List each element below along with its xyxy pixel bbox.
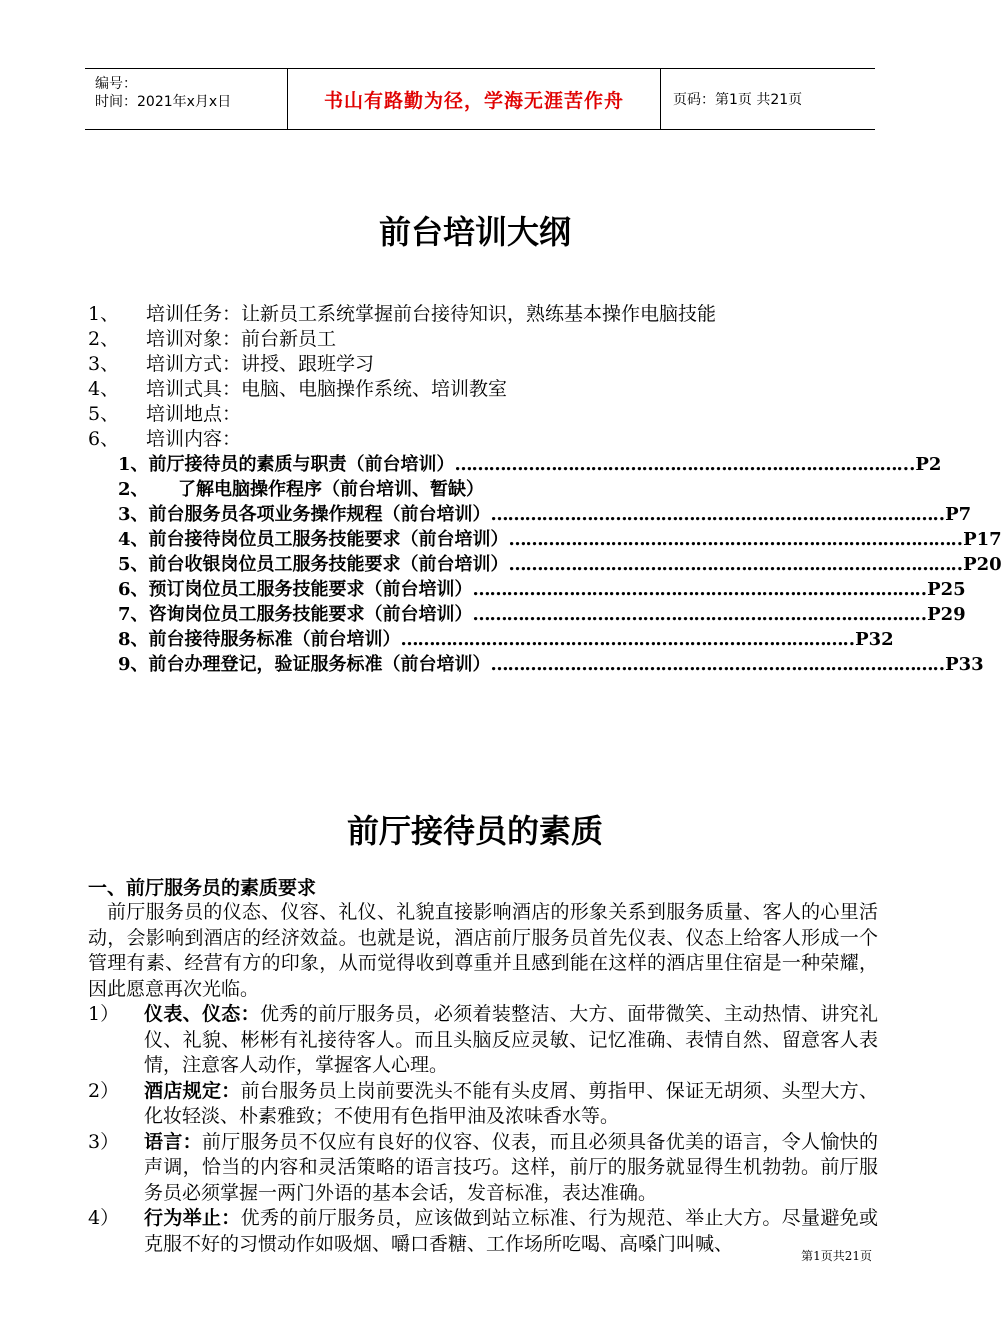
toc-entry[interactable]: 7、 咨询岗位员工服务技能要求（前台培训） …………………………………………………………………… ..P29 [118,604,966,625]
toc-entry[interactable]: 8、 前台接待服务标准（前台培训） …………………………………………………………………… ..P32 [118,629,894,650]
document-header [85,68,875,130]
toc-entry[interactable]: 4、 前台接待岗位员工服务技能要求（前台培训） …………………………………………………………………… ..P17 [118,529,1002,550]
header-meta-cell [85,69,288,129]
training-plan-list [88,302,878,452]
toc-entry[interactable]: 9、 前台办理登记，验证服务标准（前台培训） …………………………………………………………………… ..P33 [118,654,984,675]
header-motto-cell [288,69,661,129]
toc-entry[interactable]: 5、 前台收银岗位员工服务技能要求（前台培训） …………………………………………………………………… ..P20 [118,554,1002,575]
plan-item: 6、 培训内容： [88,428,242,450]
requirement-item: 1） 仪表、仪态：优秀的前厅服务员，必须着装整洁、大方、面带微笑、主动热情、讲究礼仪、礼貌、彬彬有礼接待客人。而且头脑反应灵敏、记忆准确、表情自然、留意客人表情，注意客人动作，掌握客人心理。 [88,1003,878,1076]
subsection-heading: 一、前厅服务员的素质要求 [88,877,317,899]
item-label: 酒店规定： [144,1079,241,1102]
item-label: 仪表、仪态： [144,1003,260,1025]
item-label: 行为举止： [144,1207,241,1229]
document-number-label: 编号： [95,76,137,92]
toc-entry[interactable]: 6、 预订岗位员工服务技能要求（前台培训） …………………………………………………………………… ..P25 [118,579,966,600]
toc-entry[interactable]: 3、 前台服务员各项业务操作规程（前台培训） …………………………………………………………………… ..P7 [118,504,972,525]
plan-item: 4、 培训式具：电脑、电脑操作系统、培训教室 [88,378,508,400]
header-motto: 书山有路勤为径，学海无涯苦作舟 [323,89,624,112]
toc-entry[interactable]: 2、 了解电脑操作程序（前台培训、暂缺） [118,479,484,500]
header-page-info: 页码：第1页 共21页 [673,92,803,108]
plan-item: 2、 培训对象：前台新员工 [88,328,337,350]
requirement-item: 4） 行为举止：优秀的前厅服务员，应该做到站立标准、行为规范、举止大方。尽量避免或克服不好的习惯动作如吸烟、嚼口香糖、工作场所吃喝、高嗓门叫喊、 [88,1207,878,1255]
plan-item: 3、 培训方式：讲授、跟班学习 [88,353,375,375]
requirement-item: 3） 语言：前厅服务员不仅应有良好的仪容、仪表，而且必须具备优美的语言，令人愉快的声调，恰当的内容和灵活策略的语言技巧。这样，前厅的服务就显得生机勃勃。前厅服务员必须掌握一两门外语的基本会话，发音标准，表达准确。 [88,1130,878,1204]
intro-paragraph: 前厅服务员的仪态、仪容、礼仪、礼貌直接影响酒店的形象关系到服务质量、客人的心里活动，会影响到酒店的经济效益。也就是说，酒店前厅服务员首先仪表、仪态上给客人形成一个管理有素、经营有方的印象，从而觉得收到尊重并且感到能在这样的酒店里住宿是一种荣耀，因此愿意再次光临。 [88,901,878,1000]
item-label: 语言： [144,1130,202,1153]
toc-entry[interactable]: 1、 前厅接待员的素质与职责（前台培训） …………………………………………………………………… ...P2 [118,454,942,475]
body-text [88,900,878,1257]
page-footer: 第1页共21页 [801,1249,872,1263]
plan-item: 1、 培训任务：让新员工系统掌握前台接待知识，熟练基本操作电脑技能 [88,303,717,325]
main-title: 前台培训大纲 [378,213,571,251]
document-date: 时间：2021年x月x日 [95,94,232,110]
requirement-item: 2） 酒店规定：前台服务员上岗前要洗头不能有头皮屑、剪指甲、保证无胡须、头型大方、化妆轻淡、朴素雅致；不使用有色指甲油及浓味香水等。 [88,1079,878,1127]
plan-item: 5、 培训地点： [88,403,242,425]
header-page-cell [661,69,875,129]
section-title: 前厅接待员的素质 [346,812,603,850]
table-of-contents [118,452,1002,677]
